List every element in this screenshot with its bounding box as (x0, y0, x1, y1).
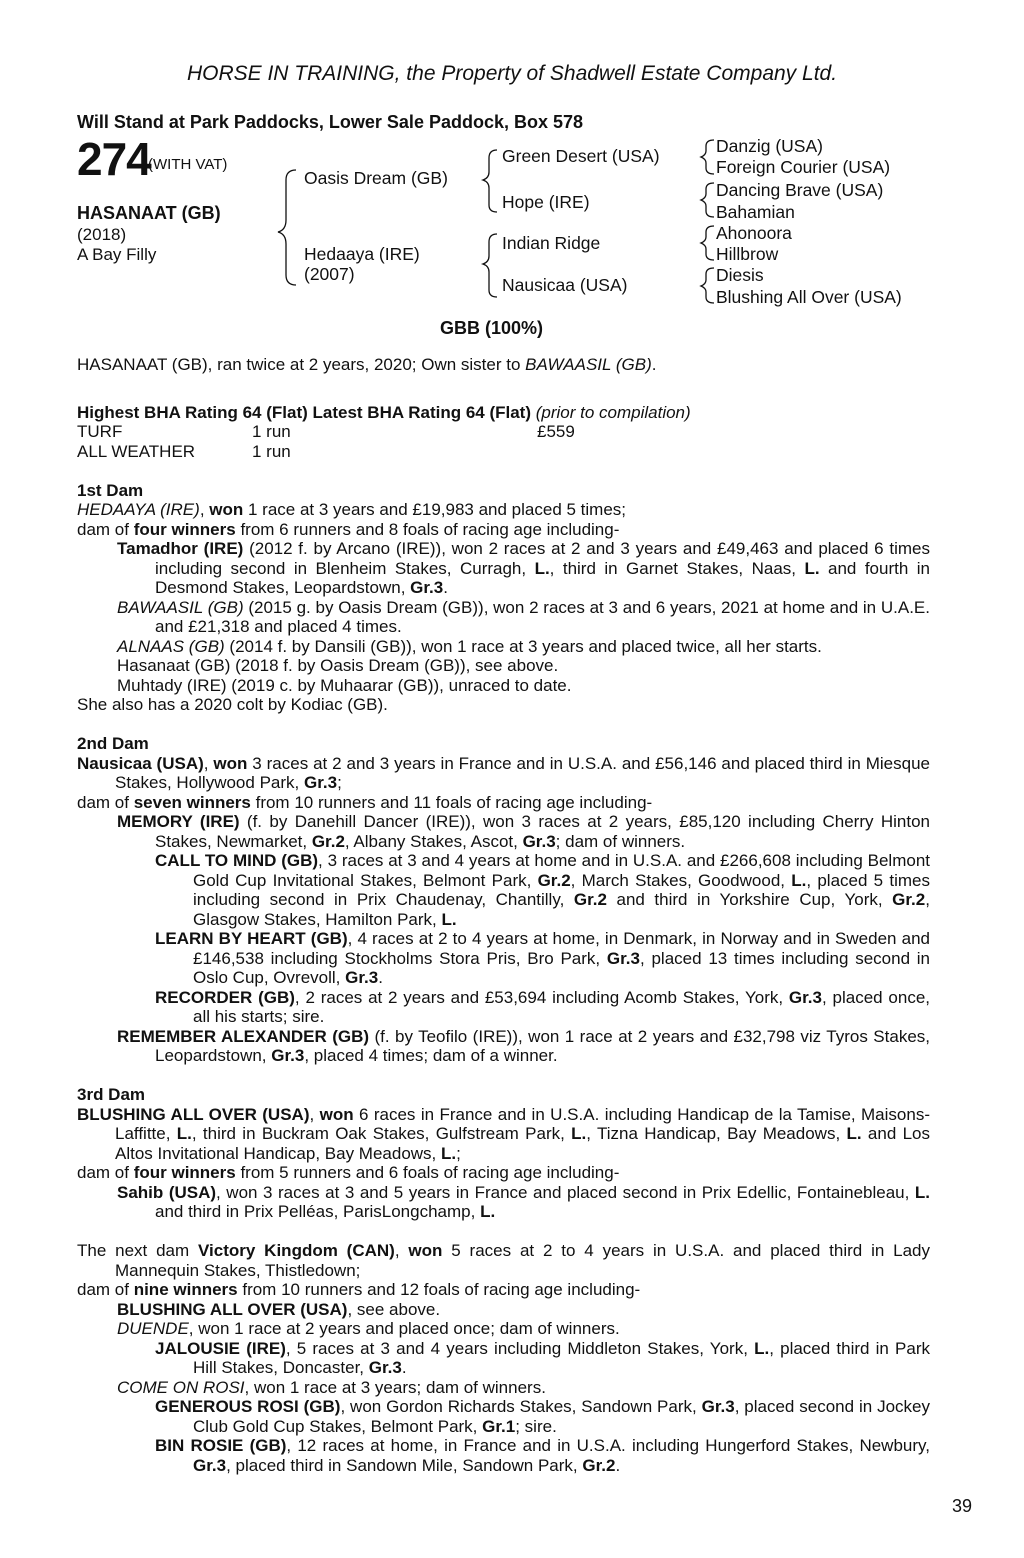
horse-year: (2018) (77, 225, 127, 244)
dam1-produce-3: ALNAAS (GB) (2014 f. by Dansili (GB)), won 1 race at 3 years and placed twice, all her starts. (117, 636, 822, 656)
sire-dam: Hope (IRE) (502, 192, 590, 212)
turf-row: TURF 1 run £559 (77, 422, 575, 441)
horse-description: A Bay Filly (77, 245, 157, 264)
dam2-produce-remember: REMEMBER ALEXANDER (GB) (f. by Teofilo (IRE)), won 1 race at 2 years and £32,798 viz Tyros Stakes, Leopardstown, Gr.3, placed 4 times; dam of a winner. (117, 1026, 930, 1065)
ggd-3: Hillbrow (716, 244, 779, 264)
dam-dam: Nausicaa (USA) (502, 275, 628, 295)
nextdam-produce-duende: DUENDE, won 1 race at 2 years and placed once; dam of winners. (117, 1319, 620, 1338)
dam2-produce-calltomind: CALL TO MIND (GB), 3 races at 3 and 4 years at home and in U.S.A. and £266,608 including Belmont Gold Cup Invitational Stakes, Belmont Park, Gr.2, March Stakes, Goodwood, L., placed 5 times including second in Prix Chaudenay, Chantilly, Gr.2 and third in Yorkshire Cup, York, Gr.2, Glasgow Stakes, Hamilton Park, L. (155, 851, 931, 929)
nextdam-produce-blushing: BLUSHING ALL OVER (USA), see above. (117, 1299, 441, 1319)
dam1-heading: 1st Dam (77, 480, 144, 500)
page-number: 39 (951, 1496, 972, 1516)
dam2-produce-learnbyheart: LEARN BY HEART (GB), 4 races at 2 to 4 years at home, in Denmark, in Norway and in Sweden and £146,538 including Stockholms Stora Pris, Bro Park, Gr.3, placed 13 times including second in Oslo Cup, Ovrevoll, Gr.3. (155, 929, 931, 987)
brace-gen1 (278, 170, 296, 285)
dam1-line1: HEDAAYA (IRE), won 1 race at 3 years and £19,983 and placed 5 times; (77, 500, 627, 519)
dam-sire: Indian Ridge (502, 233, 601, 253)
dam1-produce-4: Hasanaat (GB) (2018 f. by Oasis Dream (GB)), see above. (117, 656, 559, 675)
nextdam-line1: The next dam Victory Kingdom (CAN), won 5 races at 2 to 4 years in U.S.A. and placed third in Lady Mannequin Stakes, Thistledown; (77, 1241, 930, 1280)
ggs-4: Diesis (716, 265, 764, 285)
dam3-line2: dam of four winners from 5 runners and 6 foals of racing age including- (77, 1163, 620, 1182)
ggs-3: Ahonoora (716, 223, 792, 243)
ggd-2: Bahamian (716, 202, 795, 222)
stand-location: Will Stand at Park Paddocks, Lower Sale Paddock, Box 578 (77, 112, 584, 132)
dam1-line2: dam of four winners from 6 runners and 8 foals of racing age including- (77, 519, 620, 539)
vat-note: (WITH VAT) (148, 156, 228, 173)
brace-gen2-sire (483, 150, 497, 212)
dam2-produce-recorder: RECORDER (GB), 2 races at 2 years and £53,694 including Acomb Stakes, York, Gr.3, placed once, all his starts; sire. (155, 987, 930, 1026)
nextdam-line2: dam of nine winners from 10 runners and 12 foals of racing age including- (77, 1280, 641, 1299)
dam3-heading: 3rd Dam (77, 1085, 146, 1104)
ggd-1: Foreign Courier (USA) (716, 157, 891, 177)
nextdam-produce-jalousie: JALOUSIE (IRE), 5 races at 3 and 4 years including Middleton Stakes, York, L., placed third in Park Hill Stakes, Doncaster, Gr.3. (155, 1338, 931, 1377)
dam-year: (2007) (304, 264, 355, 284)
ggs-2: Dancing Brave (USA) (716, 180, 884, 200)
dam: Hedaaya (IRE) (304, 244, 420, 264)
ggs-1: Danzig (USA) (716, 136, 823, 156)
brace-gen3-4 (701, 268, 714, 303)
summary-line: HASANAAT (GB), ran twice at 2 years, 2020; Own sister to BAWAASIL (GB). (77, 355, 657, 374)
rating-line: Highest BHA Rating 64 (Flat) Latest BHA Rating 64 (Flat) (prior to compilation) (77, 402, 691, 422)
catalogue-body (77, 355, 930, 1475)
page-header: HORSE IN TRAINING, the Property of Shadwell Estate Company Ltd. (186, 62, 838, 85)
dam1-produce-2: BAWAASIL (GB) (2015 g. by Oasis Dream (GB)), won 2 races at 3 and 6 years, 2021 at home and in U.A.E. and £21,318 and placed 4 times. (117, 597, 930, 636)
nextdam-produce-generousrosi: GENEROUS ROSI (GB), won Gordon Richards Stakes, Sandown Park, Gr.3, placed second in Jockey Club Gold Cup Stakes, Belmont Park, Gr.1; sire. (155, 1397, 931, 1436)
dam3-produce-sahib: Sahib (USA), won 3 races at 3 and 5 years in France and placed second in Prix Edellic, Fontainebleau, L. and third in Prix Pelléas, ParisLongchamp, L. (117, 1182, 930, 1221)
dam1-produce-1: Tamadhor (IRE) (2012 f. by Arcano (IRE)), won 2 races at 2 and 3 years and £49,463 and placed 6 times including second in Blenheim Stakes, Curragh, L., third in Garnet Stakes, Naas, L. and fourth in Desmond Stakes, Leopardstown, Gr.3. (117, 539, 930, 597)
brace-gen3-2 (701, 183, 714, 217)
ggd-4: Blushing All Over (USA) (716, 287, 902, 307)
gbb-status: GBB (100%) (440, 318, 544, 338)
dam2-heading: 2nd Dam (77, 734, 149, 753)
horse-name: HASANAAT (GB) (77, 203, 221, 223)
nextdam-produce-binrosie: BIN ROSIE (GB), 12 races at home, in France and in U.S.A. including Hungerford Stakes, Newbury, Gr.3, placed third in Sandown Mile, Sandown Park, Gr.2. (155, 1436, 930, 1475)
brace-gen2-dam (483, 234, 497, 297)
brace-gen3-3 (701, 226, 714, 260)
dam2-line1: Nausicaa (USA), won 3 races at 2 and 3 years in France and in U.S.A. and £56,146 and placed third in Miesque Stakes, Hollywood Park, Gr.3; (77, 753, 930, 792)
sire: Oasis Dream (GB) (304, 168, 448, 188)
brace-gen3-1 (701, 140, 714, 174)
nextdam-produce-comeonrosi: COME ON ROSI, won 1 race at 3 years; dam of winners. (117, 1377, 546, 1397)
aw-row: ALL WEATHER 1 run (77, 441, 291, 461)
lot-number: 274 (77, 133, 151, 185)
dam1-note: She also has a 2020 colt by Kodiac (GB). (77, 695, 388, 714)
dam3-line1: BLUSHING ALL OVER (USA), won 6 races in France and in U.S.A. including Handicap de la Tamise, Maisons-Laffitte, L., third in Buckram Oak Stakes, Gulfstream Park, L., Tizna Handicap, Bay Meadows, L. and Los Altos Invitational Handicap, Bay Meadows, L.; (77, 1104, 930, 1163)
dam2-produce-memory: MEMORY (IRE) (f. by Danehill Dancer (IRE)), won 3 races at 2 years, £85,120 including Cherry Hinton Stakes, Newmarket, Gr.2, Albany Stakes, Ascot, Gr.3; dam of winners. (117, 812, 930, 851)
dam2-line2: dam of seven winners from 10 runners and 11 foals of racing age including- (77, 792, 653, 812)
sire-sire: Green Desert (USA) (502, 146, 660, 166)
dam1-produce-5: Muhtady (IRE) (2019 c. by Muhaarar (GB)), unraced to date. (117, 675, 572, 695)
